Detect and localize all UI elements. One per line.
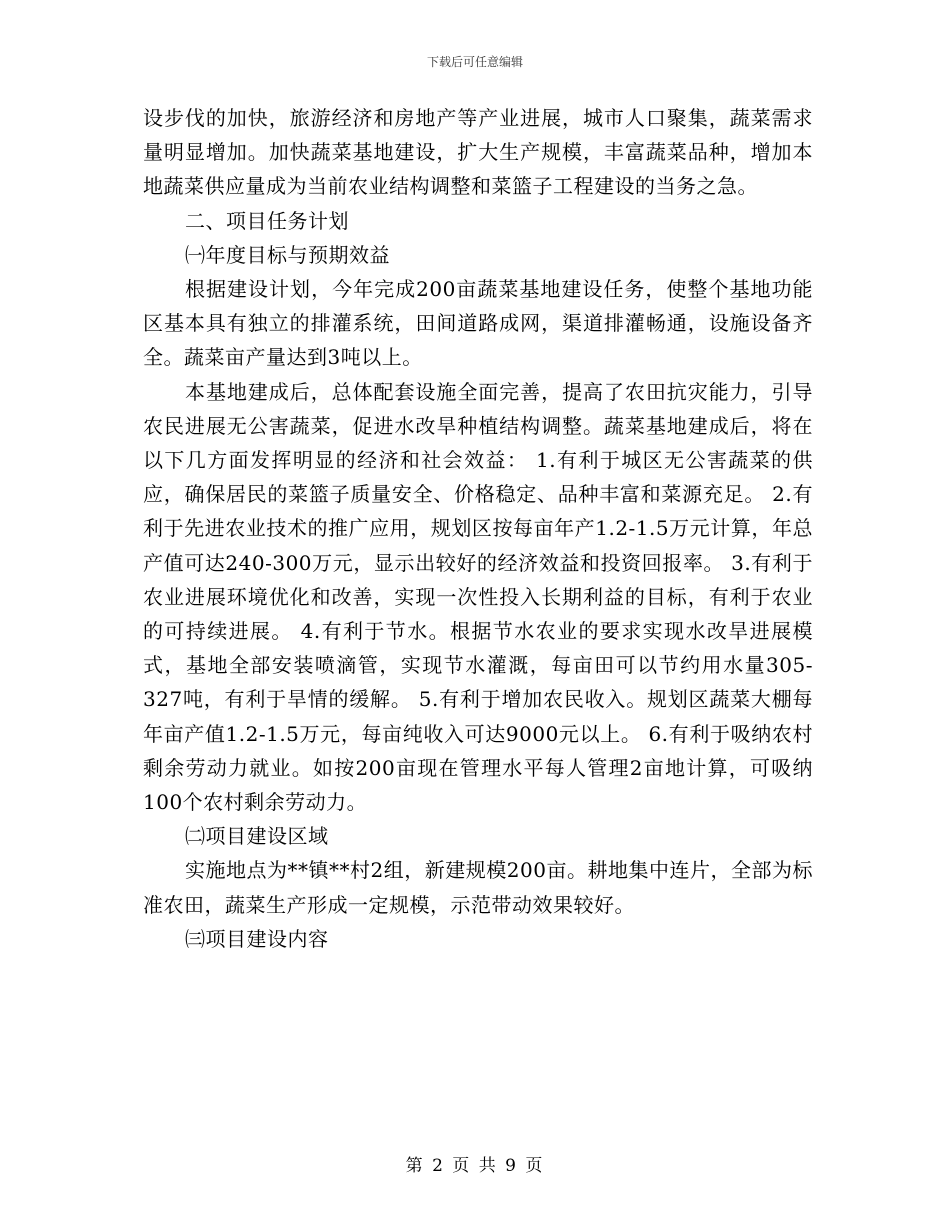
paragraph: 实施地点为**镇**村2组，新建规模200亩。耕地集中连片，全部为标准农田，蔬菜生产形成一定规模，示范带动效果较好。	[143, 858, 813, 917]
paragraph: 本基地建成后，总体配套设施全面完善，提高了农田抗灾能力，引导农民进展无公害蔬菜，促进水改旱种植结构调整。蔬菜基地建成后，将在以下几方面发挥明显的经济和社会效益： 1.有利于城区无公害蔬菜的供应，确保居民的菜篮子质量安全、价格稳定、品种丰富和菜源充足。 2.有利于先进农业技术的推广应用，规划区按每亩年产1.2-1.5万元计算，年总产值可达240-300万元，显示出较好的经济效益和投资回报率。 3.有利于农业进展环境优化和改善，实现一次性投入长期利益的目标，有利于农业的可持续进展。 4.有利于节水。根据节水农业的要求实现水改旱进展模式，基地全部安装喷滴管，实现节水灌溉，每亩田可以节约用水量305-327吨，有利于旱情的缓解。 5.有利于增加农民收入。规划区蔬菜大棚每年亩产值1.2-1.5万元，每亩纯收入可达9000元以上。 6.有利于吸纳农村剩余劳动力就业。如按200亩现在管理水平每人管理2亩地计算，可吸纳100个农村剩余劳动力。	[143, 379, 813, 815]
page-number: 第 2 页 共 9 页	[405, 1156, 545, 1176]
paragraph-continued: 设步伐的加快，旅游经济和房地产等产业进展，城市人口聚集，蔬菜需求量明显增加。加快蔬菜基地建设，扩大生产规模，丰富蔬菜品种，增加本地蔬菜供应量成为当前农业结构调整和菜篮子工程建设的当务之急。	[143, 106, 813, 199]
document-body	[143, 101, 813, 956]
subsection-heading: ㈢项目建设内容	[185, 926, 329, 951]
subsection-heading: ㈡项目建设区域	[185, 824, 329, 849]
paragraph: 根据建设计划，今年完成200亩蔬菜基地建设任务，使整个基地功能区基本具有独立的排灌系统，田间道路成网，渠道排灌畅通，设施设备齐全。蔬菜亩产量达到3吨以上。	[143, 277, 813, 370]
subsection-heading: ㈠年度目标与预期效益	[185, 242, 390, 267]
section-heading: 二、项目任务计划	[185, 208, 349, 233]
header-note: 下载后可任意编辑	[426, 55, 523, 69]
